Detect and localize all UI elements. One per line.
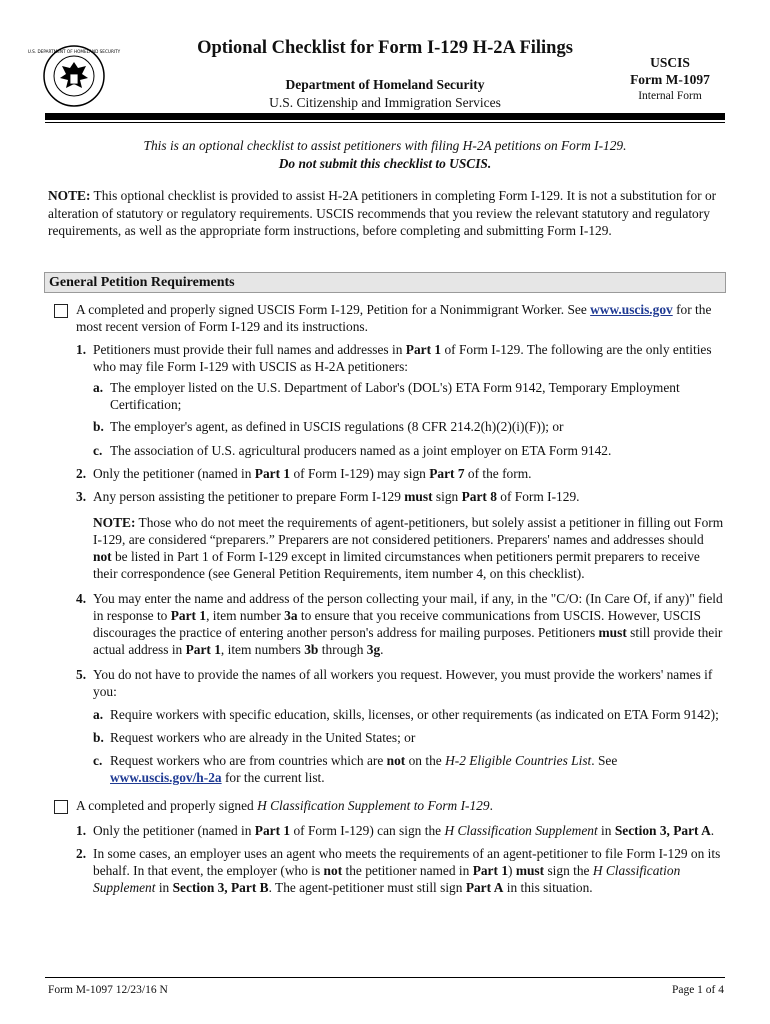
service-name: U.S. Citizenship and Immigration Services <box>269 95 501 110</box>
item-form-i129-text: A completed and properly signed USCIS Form I-129, Petition for a Nonimmigrant Worker. See www.uscis.gov for the most recent version of Form I-129 and its instructions. <box>76 302 712 334</box>
intro-line-1: This is an optional checklist to assist petitioners with filing H-2A petitions on Form I-129. <box>143 138 627 153</box>
list-item: The association of U.S. agricultural producers named as a joint employer on ETA Form 9142. <box>110 443 612 458</box>
agency-label: USCIS <box>650 55 690 70</box>
item-h-supplement-text: A completed and properly signed H Classification Supplement to Form I-129. <box>76 798 493 813</box>
list-item: Request workers who are already in the United States; or <box>110 730 416 745</box>
list-item: You may enter the name and address of the person collecting your mail, if any, in the "C/O: (In Care Of, if any)" field in response to Part 1, item number 3a to ensure that you receive communications from USCIS. However, USCIS discourages the practice of entering another person's address for mailing purposes. Petitioners must still provide their actual address in Part 1, item numbers 3b through 3g. <box>93 591 723 657</box>
list-item: Request workers who are from countries which are not on the H-2 Eligible Countries List. See www.uscis.gov/h-2a for the current list. <box>110 753 618 785</box>
list-item: Only the petitioner (named in Part 1 of Form I-129) can sign the H Classification Supplement in Section 3, Part A. <box>93 823 715 838</box>
header-rule-thin <box>45 122 725 123</box>
footer-form-id: Form M-1097 12/23/16 N <box>48 984 168 996</box>
uscis-gov-link[interactable]: www.uscis.gov <box>590 302 673 317</box>
svg-text:U.S. DEPARTMENT OF HOMELAND SE: U.S. DEPARTMENT OF HOMELAND SECURITY <box>27 49 121 54</box>
footer-page-number: Page 1 of 4 <box>671 984 724 996</box>
list-item: Only the petitioner (named in Part 1 of Form I-129) may sign Part 7 of the form. <box>93 466 532 481</box>
checkbox-h-supplement[interactable] <box>54 800 68 814</box>
section-title: General Petition Requirements <box>49 275 235 290</box>
note-label: NOTE: <box>48 188 91 203</box>
list-item: In some cases, an employer uses an agent who meets the requirements of an agent-petitioner to file Form I-129 on its behalf. In that event, the employer (who is not the petitioner named in Part 1) must sign the H Classification Supplement in Section 3, Part B. The agent-petitioner must still sign Part A in this situation. <box>93 846 721 895</box>
preparer-note: NOTE: Those who do not meet the requirements of agent-petitioners, but solely assist a petitioner in filling out Form I-129, are considered “preparers.” Preparers are not considered petitioners. Preparers' names and addresses should not be listed in Part 1 of Form I-129 except in limited circumstances when petitioners permit preparers to receive their correspondence (see General Petition Requirements, item number 4, on this checklist). <box>93 515 724 581</box>
department-name: Department of Homeland Security <box>285 77 485 92</box>
list-item: Petitioners must provide their full names and addresses in Part 1 of Form I-129. The following are the only entities who may file Form I-129 with USCIS as H-2A petitioners: <box>93 342 712 374</box>
note-paragraph: NOTE: This optional checklist is provided to assist H-2A petitioners in completing Form I-129. It is not a substitution for or alteration of statutory or regulatory requirements. USCIS recommends that you review the relevant statutory and regulatory requirements, as well as the appropriate form instructions, before completing and submitting Form I-129. <box>48 188 717 238</box>
internal-form-label: Internal Form <box>638 90 702 102</box>
dhs-seal-logo <box>27 44 121 108</box>
list-item: You do not have to provide the names of all workers you request. However, you must provide the workers' names if you: <box>93 667 713 699</box>
list-item: The employer's agent, as defined in USCIS regulations (8 CFR 214.2(h)(2)(i)(F)); or <box>110 419 564 434</box>
intro-line-2: Do not submit this checklist to USCIS. <box>278 156 492 171</box>
page-title: Optional Checklist for Form I-129 H-2A Filings <box>197 38 573 58</box>
header-rule-thick <box>45 113 725 120</box>
list-item: The employer listed on the U.S. Department of Labor's (DOL's) ETA Form 9142, Temporary Employment Certification; <box>110 380 680 412</box>
uscis-h2a-link[interactable]: www.uscis.gov/h-2a <box>110 770 222 785</box>
list-item: Any person assisting the petitioner to prepare Form I-129 must sign Part 8 of Form I-129. <box>93 489 580 504</box>
footer-rule <box>45 977 725 978</box>
checkbox-form-i129[interactable] <box>54 304 68 318</box>
form-number: Form M-1097 <box>630 72 710 87</box>
list-item: Require workers with specific education, skills, licenses, or other requirements (as indicated on ETA Form 9142); <box>110 707 719 722</box>
